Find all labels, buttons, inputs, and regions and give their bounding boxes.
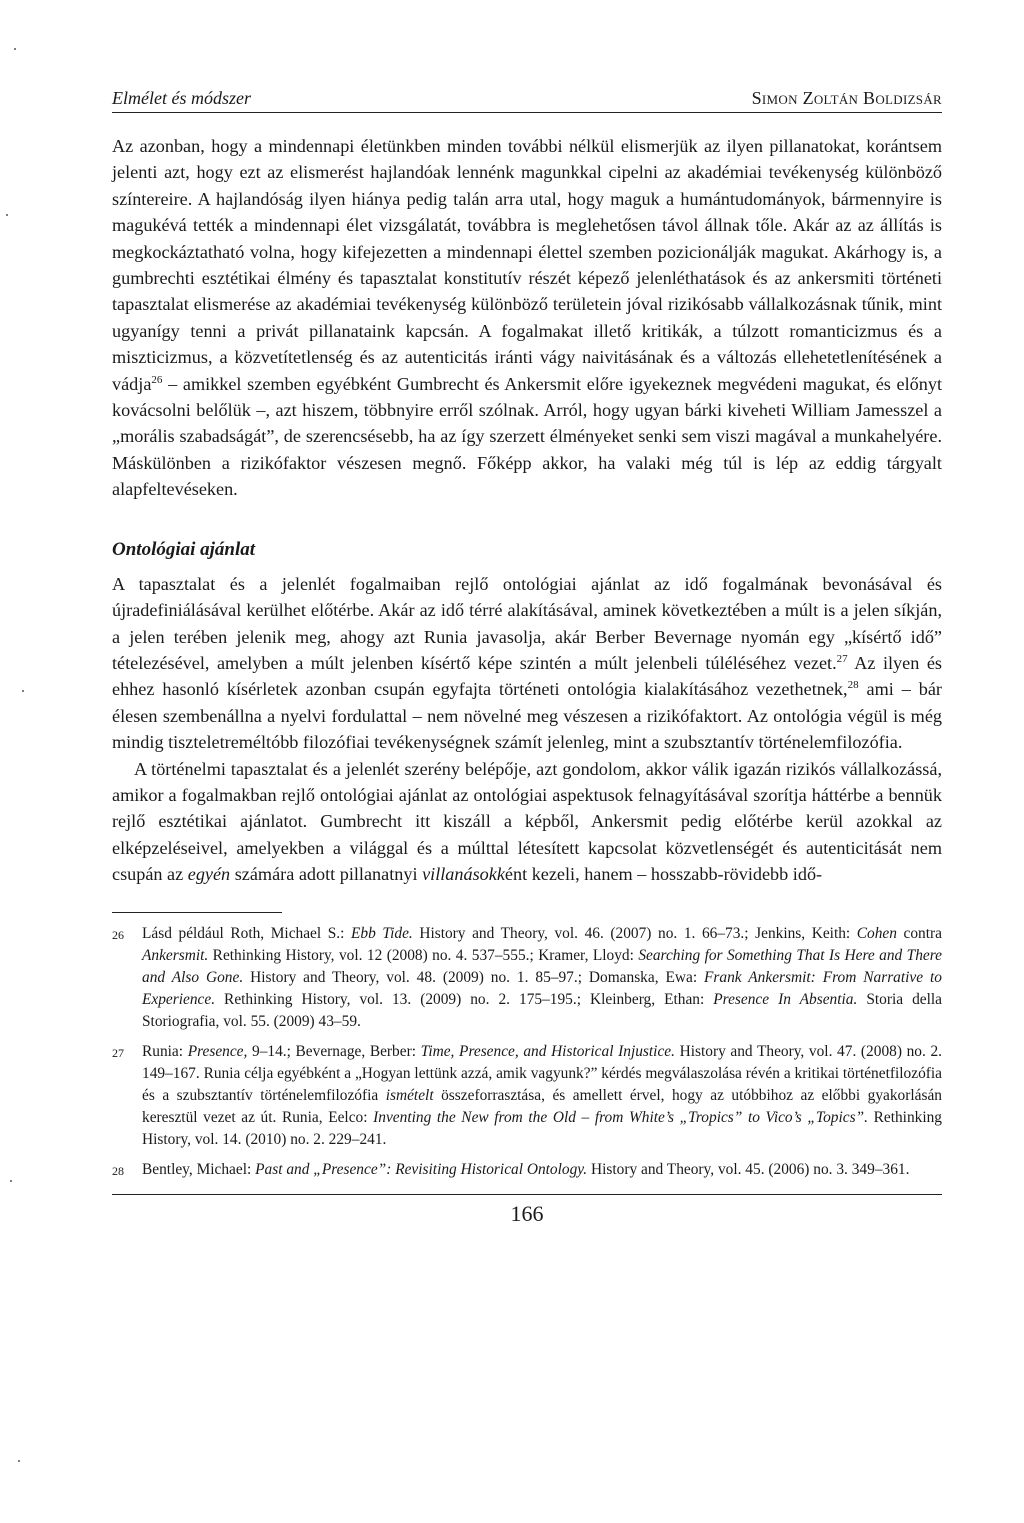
footnote-separator (112, 912, 282, 913)
section-heading: Ontológiai ajánlat (112, 538, 256, 560)
scan-speck (6, 214, 8, 216)
paragraph-3-middle: számára adott pillanatnyi (230, 864, 423, 885)
paragraph-2 (112, 571, 942, 756)
paragraph-3-end: ént kezeli, hanem – hosszabb-rövidebb idő- (504, 864, 823, 885)
footnotes (112, 923, 942, 1182)
footnote-text: Bentley, Michael: Past and „Presence”: Revisiting Historical Ontology. History and Theory, vol. 45. (2006) no. 3. 349–361. (142, 1160, 910, 1178)
author-name: Simon Zoltán Boldizsár (751, 88, 942, 108)
document-page (112, 88, 942, 1227)
footnote-26 (112, 923, 942, 1033)
paragraph-1-text: Az azonban, hogy a mindennapi életünkben minden további nélkül elismerjük az ilyen pillanatokat, korántsem jelenti azt, hogy ezt az elismerést hajlandóak lennénk magunkkal cipelni az akadémiai tevékenység különböző színtereire. A hajlandóság ilyen hiánya pedig talán arra utal, hogy maguk a humántudományok, bármennyire is magukévá tették a mindennapi élet vizsgálatát, továbbra is meglehetősen távol állnak tőle. Akár az az állítás is megkockáztatható volna, hogy kifejezetten a mindennapi élettel szemben pozicionálják magukat. Akárhogy is, a gumbrechti esztétikai élmény és tapasztalat konstitutív részét képező jelenléthatások és az ankersmiti történeti tapasztalat elismerése az akadémiai tevékenység különböző területein jóval rizikósabb vállalkozásnak tűnik, mint ugyanígy tenni a privát pillanataink kapcsán. A fogalmakat illető kritikák, a túlzott romanticizmus és a miszticizmus, a közvetítetlenség és az autenticitás iránti vágy naivitásának és a változás ellehetetlenítésének a vádja (112, 136, 942, 394)
footnote-text: Runia: Presence, 9–14.; Bevernage, Berber: Time, Presence, and Historical Injustice. History and Theory, vol. 47. (2008) no. 2. 149–167. Runia célja egyébként a „Hogyan lettünk azzá, amik vagyunk?” kérdés megválaszolása révén a kritikai történetfilozófia és a szubsztantív történelemfilozófia ismételt összeforrasztása, és amellett érvel, hogy az utóbbihoz az előbbi gyakorlásán keresztül vezet az út. Runia, Eelco: Inventing the New from the Old – from White’s „Tropics” to Vico’s „Topics”. Rethinking History, vol. 14. (2010) no. 2. 229–241. (142, 1042, 943, 1148)
paragraph-1 (112, 133, 942, 503)
page-bottom-rule (112, 1194, 942, 1195)
scan-speck (22, 690, 24, 692)
footnote-ref-26[interactable]: 26 (151, 373, 163, 386)
emphasis-villanasokk: villanásokk (422, 864, 505, 885)
footnote-number: 26 (112, 927, 124, 942)
running-head (112, 88, 942, 113)
footnote-ref-27[interactable]: 27 (836, 652, 848, 665)
paragraph-3 (112, 756, 942, 888)
scan-speck (18, 1460, 20, 1462)
scan-speck (10, 1180, 12, 1182)
body-text (112, 133, 942, 888)
emphasis-egyen: egyén (187, 864, 231, 885)
paragraph-1-end: – amikkel szemben egyébként Gumbrecht és Ankersmit előre igyekeznek megvédeni magukat, és előnyt kovácsolni belőlük –, azt hiszem, többnyire erről szólnak. Arról, hogy ugyan bárki kiveheti William Jamesszel a „morális szabadságát”, de szerencsésebb, ha az így szerzett élményeket senki sem viszi magával a munkahelyére. Máskülönben a rizikófaktor vészesen megnő. Főképp akkor, ha valaki még túl is lép az eddig tárgyalt alapfeltevéseken. (112, 373, 942, 500)
journal-section-title: Elmélet és módszer (112, 88, 251, 108)
footnote-28 (112, 1159, 942, 1182)
paragraph-3-text: A történelmi tapasztalat és a jelenlét szerény belépője, azt gondolom, akkor válik igazán rizikós vállalkozássá, amikor a fogalmakban rejlő ontológiai ajánlat az ontológiai aspektusok felnagyításával szorítja háttérbe a bennük rejlő esztétikai ajánlatot. Gumbrecht itt kiszáll a képből, Ankersmit pedig előtérbe kerül azokkal az elképzeléseivel, amelyekben a világgal és a múlttal létesített kapcsolat közvetlenségét és autenticitását nem csupán az (112, 758, 942, 885)
footnote-27 (112, 1041, 942, 1151)
paragraph-2-text: A tapasztalat és a jelenlét fogalmaiban rejlő ontológiai ajánlat az idő fogalmának bevonásával és újradefiniálásával kerülhet előtérbe. Akár az idő térré alakításával, aminek következtében a múlt is a jelen síkján, a jelen terében jelenik meg, ahogy azt Runia javasolja, akár Berber Bevernage nyomán egy „kísértő idő” tételezésével, amelyben a múlt jelenben kísértő képe szintén a múlt jelenbeli túléléséhez vezet. (112, 573, 942, 673)
page-number: 166 (510, 1200, 544, 1226)
footnote-text: Lásd például Roth, Michael S.: Ebb Tide. History and Theory, vol. 46. (2007) no. 1. 66–73.; Jenkins, Keith: Cohen contra Ankersmit. Rethinking History, vol. 12 (2008) no. 4. 537–555.; Kramer, Lloyd: Searching for Something That Is Here and There and Also Gone. History and Theory, vol. 48. (2009) no. 1. 85–97.; Domanska, Ewa: Frank Ankersmit: From Narrative to Experience. Rethinking History, vol. 13. (2009) no. 2. 175–195.; Kleinberg, Ethan: Presence In Absentia. Storia della Storiografia, vol. 55. (2009) 43–59. (142, 924, 943, 1030)
footnote-number: 27 (112, 1045, 124, 1060)
footnote-ref-28[interactable]: 28 (847, 679, 859, 692)
footnote-number: 28 (112, 1163, 124, 1178)
scan-speck (14, 48, 16, 50)
paragraph-2-end: ami – bár élesen szembenállna a nyelvi fordulattal – nem növelné meg vészesen a rizikófaktort. Az ontológia végül is még mindig tiszteletreméltóbb filozófiai tevékenységnek számít jelenleg, mint a szubsztantív történelemfilozófia. (112, 679, 942, 753)
paragraph-2-middle: Az ilyen és ehhez hasonló kísérletek azonban csupán egyfajta történeti ontológia kialakításához vezethetnek, (112, 652, 942, 700)
